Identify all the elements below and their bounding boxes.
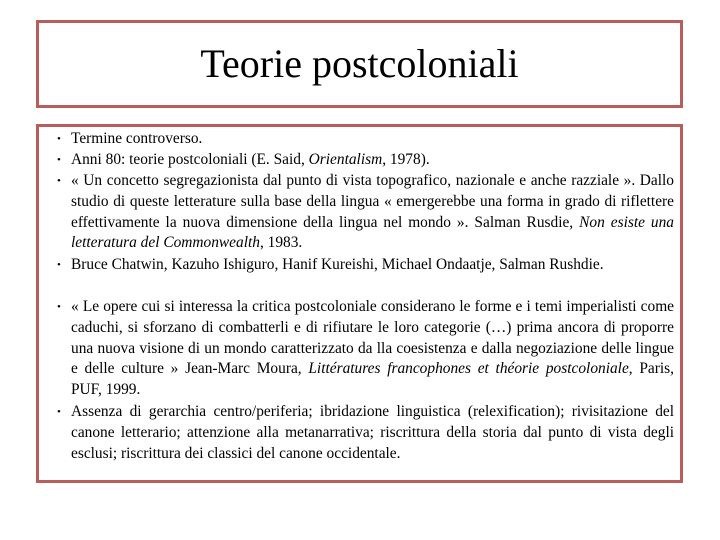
slide-title: Teorie postcoloniali [200,41,519,86]
text-segment-italic: Orientalism [308,151,383,168]
bullet-icon: • [57,301,61,313]
title-box [36,20,683,108]
text-segment: , 1978). [382,151,430,168]
bullet-icon: • [57,175,61,187]
bullet-text [71,297,674,401]
text-segment: Assenza di gerarchia centro/periferia; ibridazione linguistica (relexification); rivisitazione del canone letterario; attenzione alla metanarrativa; riscrittura della storia dal punto di vista degli esclusi; riscrittura dei classici del canone occidentale. [71,403,674,462]
content-box [36,124,683,483]
text-segment: Bruce Chatwin, Kazuho Ishiguro, Hanif Kureishi, Michael Ondaatje, Salman Rushdie. [71,256,604,273]
text-segment: , Paris, PUF, 1999. [71,360,675,399]
text-segment: « Un concetto segregazionista dal punto di vista topografico, nazionale e anche razziale ». Dallo studio di queste letterature sulla base della lingua « emergerebbe una forma in grado di riflettere effettivamente la nuova dimensione della lingua nel mondo ». Salman Rusdie, [71,172,674,231]
bullet-text [71,255,674,276]
text-segment: « Le opere cui si interessa la critica postcoloniale considerano le forme e i temi imperialisti come caduchi, si sforzano di combatterli e di rifiutare le loro categorie (…) prima ancora di proporre una nuova visione di un mondo caratterizzato da lla coesistenza e dalla negoziazione delle lingue e delle culture » Jean-Marc Moura, [71,298,674,378]
bullet-text [71,402,674,464]
text-segment: Termine controverso. [71,130,203,147]
bullet-text [71,171,674,254]
bullet-icon: • [57,133,61,145]
text-segment-italic: Non esiste una letteratura del Commonwealth [71,213,674,252]
text-segment-italic: Littératures francophones et théorie postcoloniale [308,360,629,378]
bullet-icon: • [57,259,61,271]
text-segment: , 1983. [259,234,303,252]
bullet-icon: • [57,154,61,166]
bullet-text [71,150,674,171]
bullet-icon: • [57,406,61,418]
bullet-text [71,129,674,150]
text-segment: Anni 80: teorie postcoloniali (E. Said, [71,151,309,168]
